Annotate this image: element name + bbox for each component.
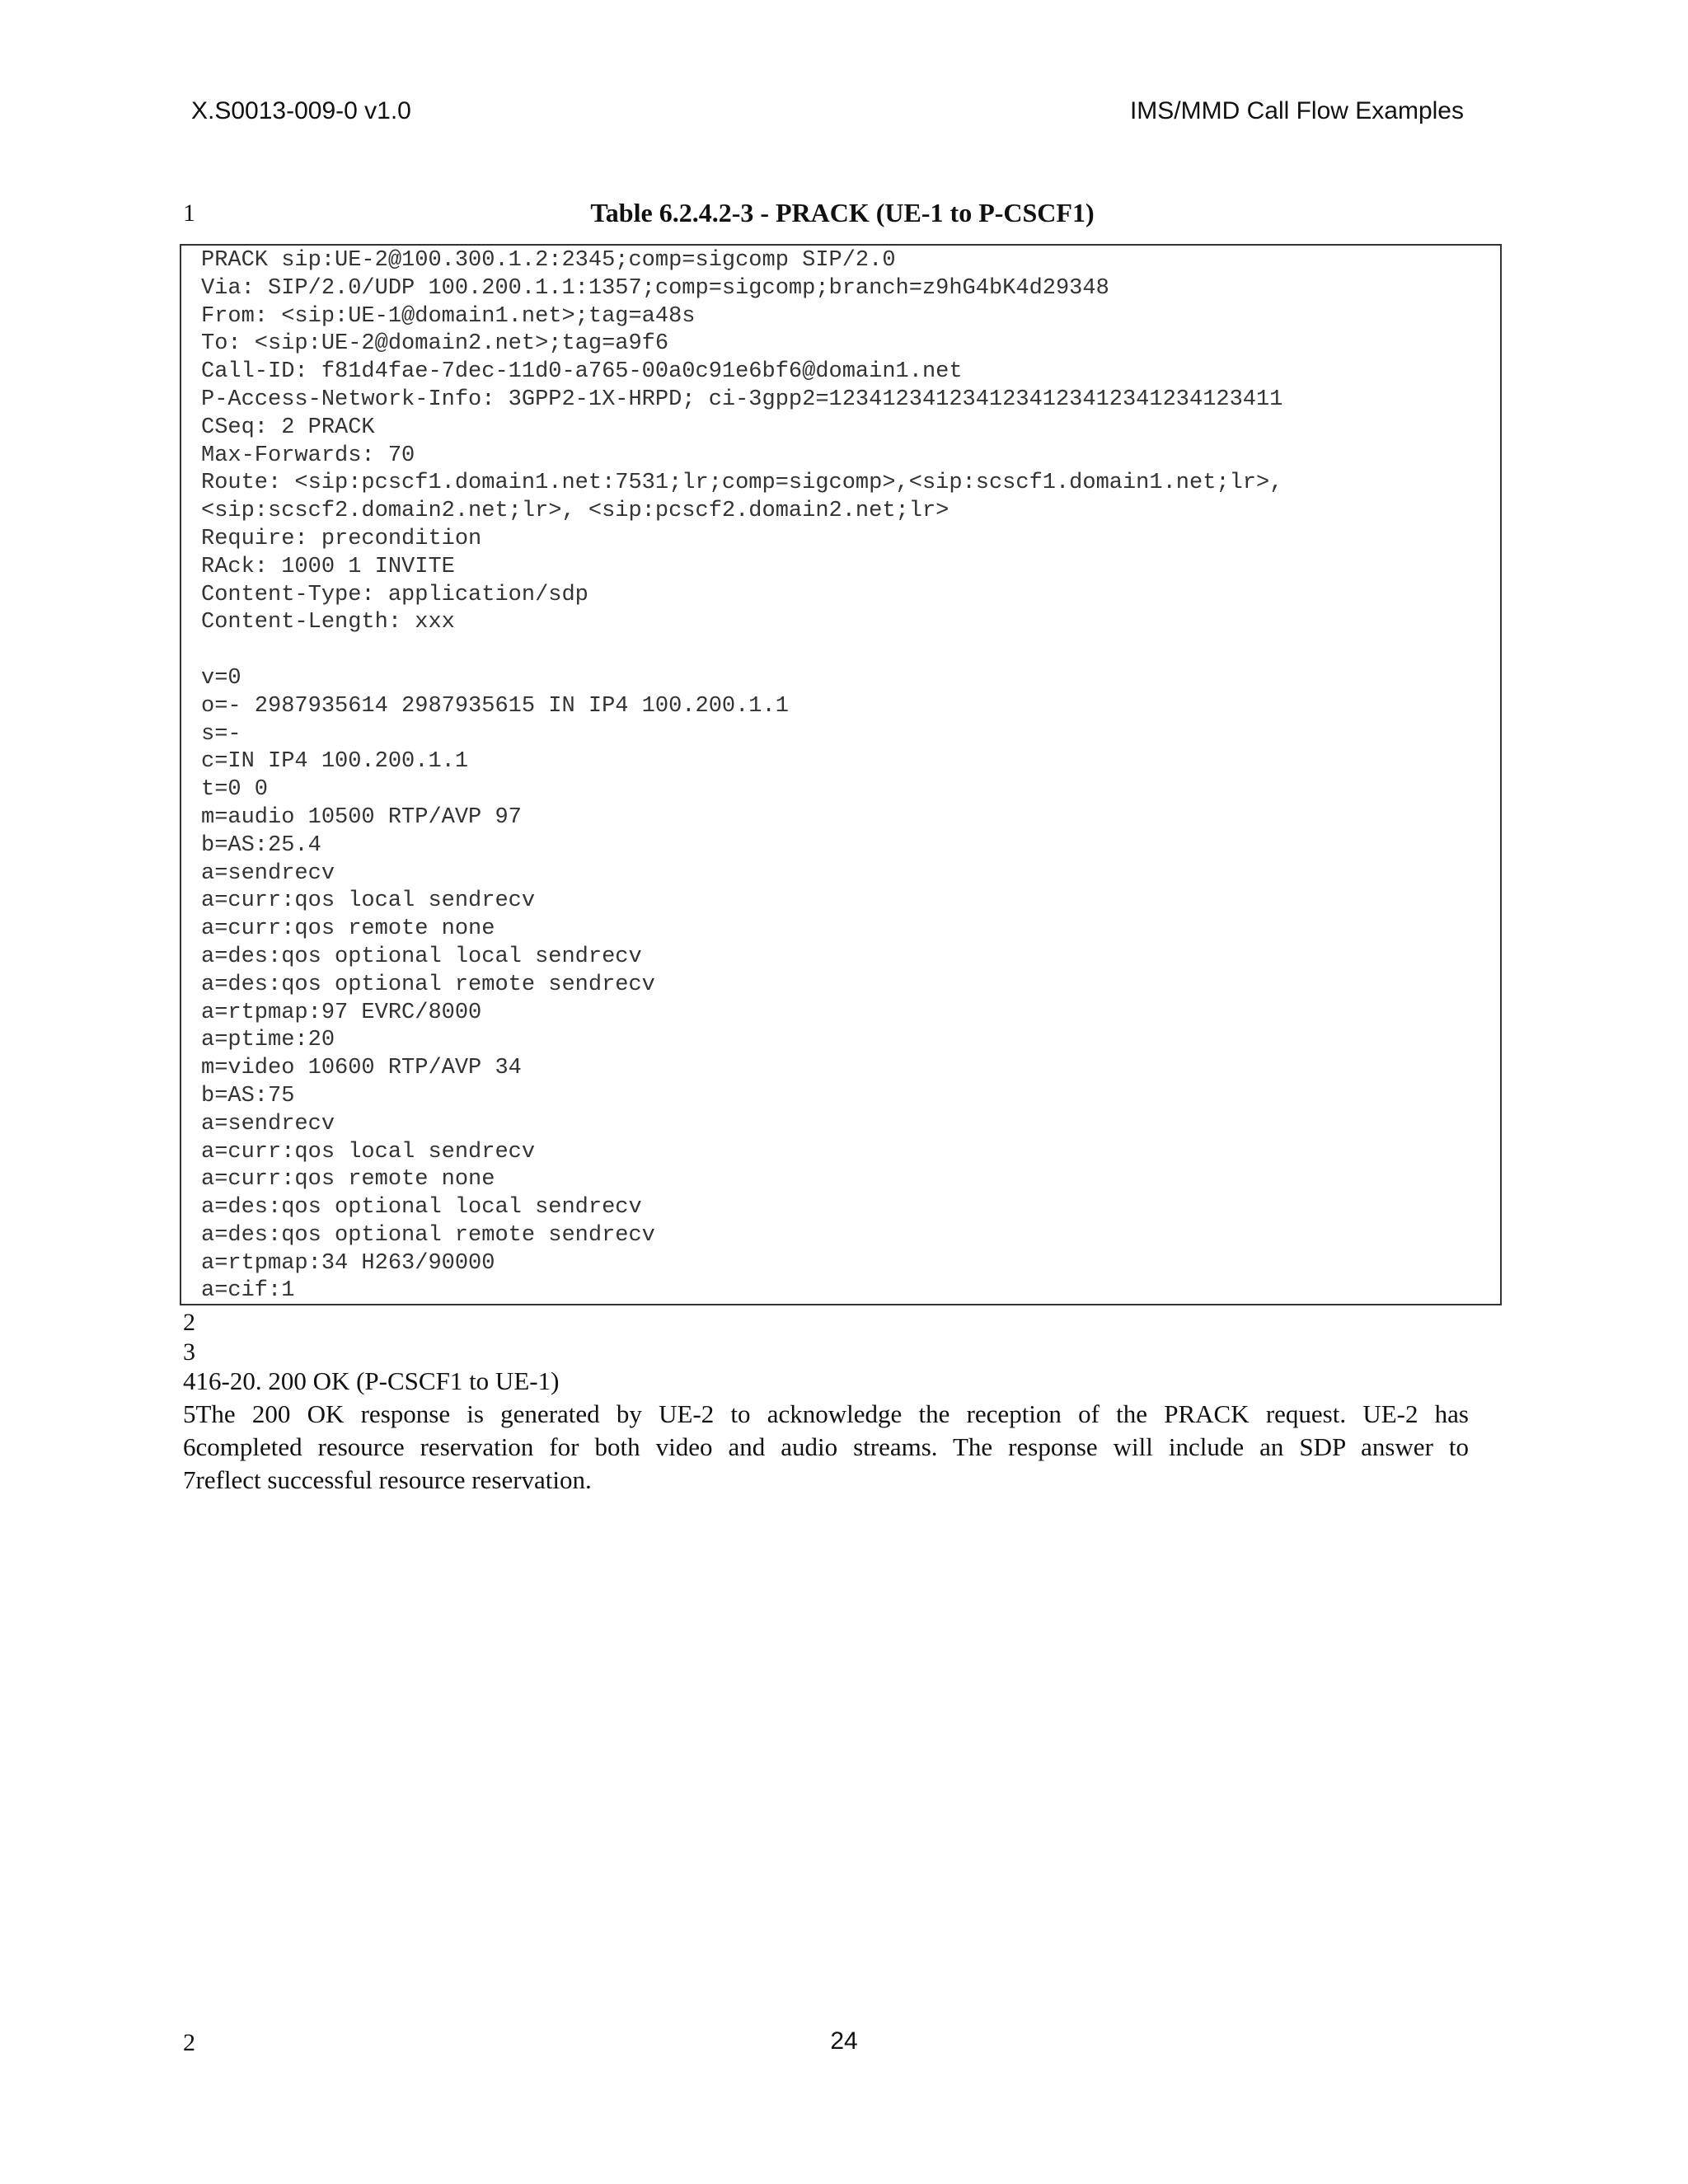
sip-message-line: CSeq: 2 PRACK bbox=[201, 415, 375, 440]
sip-message-line: Max-Forwards: 70 bbox=[201, 443, 415, 468]
section-heading: 416-20. 200 OK (P-CSCF1 to UE-1) bbox=[183, 1366, 560, 1395]
sip-message-line: a=des:qos optional local sendrecv bbox=[201, 944, 642, 969]
sip-message-line bbox=[201, 637, 1500, 665]
sip-message-box bbox=[180, 244, 1502, 1305]
sip-message-line: P-Access-Network-Info: 3GPP2-1X-HRPD; ci-3gpp2=1234123412341234123412341234123411 bbox=[201, 387, 1283, 412]
line-number: 2 bbox=[183, 1309, 195, 1336]
sip-message-line: Content-Length: xxx bbox=[201, 610, 455, 635]
page-number: 24 bbox=[830, 2027, 858, 2055]
line-number: 1 bbox=[183, 199, 195, 227]
sip-message-line: a=curr:qos remote none bbox=[201, 916, 495, 942]
sip-message-line: Content-Type: application/sdp bbox=[201, 582, 588, 607]
sip-message-line: <sip:scscf2.domain2.net;lr>, <sip:pcscf2.domain2.net;lr> bbox=[201, 499, 950, 524]
paragraph-line: 6completed resource reservation for both video and audio streams. The response will include an SDP answer to bbox=[183, 1432, 1469, 1461]
sip-message-line: a=rtpmap:97 EVRC/8000 bbox=[201, 1000, 482, 1025]
document-id: X.S0013-009-0 v1.0 bbox=[191, 97, 411, 124]
sip-message-line: b=AS:25.4 bbox=[201, 832, 321, 858]
sip-message-line: a=cif:1 bbox=[201, 1278, 295, 1304]
sip-message-line: Require: precondition bbox=[201, 526, 482, 551]
sip-message-line: v=0 bbox=[201, 665, 241, 691]
sip-message-line: RAck: 1000 1 INVITE bbox=[201, 554, 455, 579]
sip-message-line: m=video 10600 RTP/AVP 34 bbox=[201, 1056, 522, 1081]
table-caption: Table 6.2.4.2-3 - PRACK (UE-1 to P-CSCF1) bbox=[590, 198, 1095, 227]
sip-message-line: From: <sip:UE-1@domain1.net>;tag=a48s bbox=[201, 303, 696, 329]
sip-message-line: a=curr:qos local sendrecv bbox=[201, 888, 536, 914]
document-title: IMS/MMD Call Flow Examples bbox=[1129, 97, 1464, 124]
sip-message-line: Via: SIP/2.0/UDP 100.200.1.1:1357;comp=sigcomp;branch=z9hG4bK4d29348 bbox=[201, 275, 1109, 301]
section-body bbox=[183, 1365, 1469, 1497]
sip-message-line: b=AS:75 bbox=[201, 1083, 295, 1108]
paragraph-line: 7reflect successful resource reservation. bbox=[183, 1465, 592, 1494]
sip-message-line: PRACK sip:UE-2@100.300.1.2:2345;comp=sigcomp SIP/2.0 bbox=[201, 248, 896, 273]
sip-message-line: To: <sip:UE-2@domain2.net>;tag=a9f6 bbox=[201, 331, 669, 357]
sip-message-line: a=sendrecv bbox=[201, 860, 335, 886]
sip-message-line: a=sendrecv bbox=[201, 1111, 335, 1137]
sip-message-line: c=IN IP4 100.200.1.1 bbox=[201, 749, 469, 775]
sip-message-line: a=ptime:20 bbox=[201, 1028, 335, 1053]
sip-message-line: a=des:qos optional remote sendrecv bbox=[201, 1222, 655, 1248]
sip-message-line: a=curr:qos remote none bbox=[201, 1167, 495, 1193]
sip-message-line: a=rtpmap:34 H263/90000 bbox=[201, 1250, 495, 1276]
line-number: 3 bbox=[183, 1338, 195, 1366]
sip-message-line: m=audio 10500 RTP/AVP 97 bbox=[201, 804, 522, 830]
paragraph-line: 5The 200 OK response is generated by UE-2 to acknowledge the reception of the PRACK request. UE-2 has bbox=[183, 1399, 1469, 1428]
sip-message-line: Route: <sip:pcscf1.domain1.net:7531;lr;comp=sigcomp>,<sip:scscf1.domain1.net;lr>, bbox=[201, 471, 1283, 496]
sip-message-line: a=des:qos optional local sendrecv bbox=[201, 1195, 642, 1221]
sip-message-line: t=0 0 bbox=[201, 777, 269, 803]
sip-message-line: a=des:qos optional remote sendrecv bbox=[201, 972, 655, 997]
sip-message-line: o=- 2987935614 2987935615 IN IP4 100.200.1.1 bbox=[201, 693, 789, 719]
sip-message-line: s=- bbox=[201, 721, 241, 747]
sip-message-line: a=curr:qos local sendrecv bbox=[201, 1139, 536, 1165]
sip-message-line: Call-ID: f81d4fae-7dec-11d0-a765-00a0c91e6bf6@domain1.net bbox=[201, 359, 963, 385]
line-number: 2 bbox=[183, 2029, 195, 2056]
